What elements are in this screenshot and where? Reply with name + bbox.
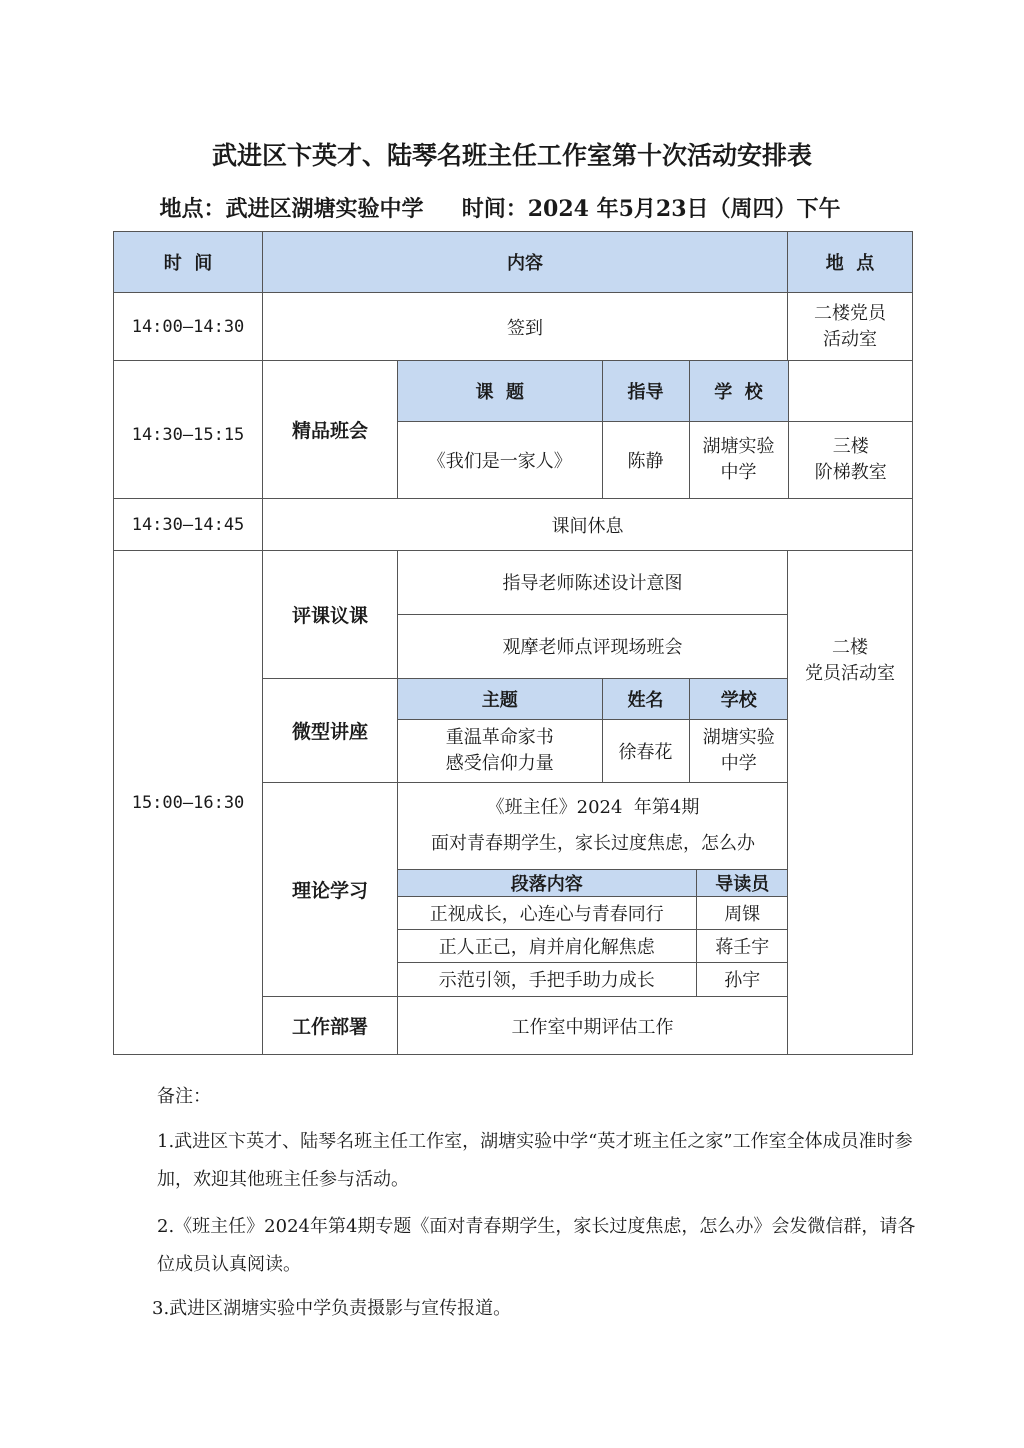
study-subtable xyxy=(398,783,788,996)
study-cell xyxy=(398,783,788,997)
row1-place-line2: 活动室 xyxy=(823,328,877,350)
study-topic: 面对青春期学生，家长过度焦虑，怎么办 xyxy=(431,832,755,854)
row2-place xyxy=(788,421,913,498)
lecture-h-school: 学校 xyxy=(689,679,788,719)
study-reader-1: 周锞 xyxy=(696,896,788,929)
study-label: 理论学习 xyxy=(263,783,398,997)
lecture-subtable xyxy=(398,679,788,782)
row1-place-line1: 二楼党员 xyxy=(814,302,886,324)
lecture-theme-line1: 重温革命家书 xyxy=(445,726,554,748)
row2-subtable xyxy=(398,361,913,498)
study-para-2: 正人正己，肩并肩化解焦虑 xyxy=(398,929,696,962)
notes-heading xyxy=(157,1078,917,1115)
row2-guide: 陈静 xyxy=(602,421,689,498)
lecture-name: 徐春花 xyxy=(602,719,689,782)
row2-school-line2: 中学 xyxy=(720,461,757,483)
lecture-school-line1: 湖塘实验 xyxy=(702,726,775,748)
review-item-2: 观摩老师点评现场班会 xyxy=(398,614,787,678)
row2-time: 14:30—15:15 xyxy=(114,361,263,499)
row1-content: 签到 xyxy=(263,293,788,361)
row2-empty xyxy=(788,361,913,421)
row2-h-topic: 课 题 xyxy=(398,361,602,421)
row3-time: 14:30—14:45 xyxy=(114,499,263,551)
row2-h-school: 学 校 xyxy=(689,361,788,421)
row1-place xyxy=(788,293,913,361)
row2-school-line1: 湖塘实验 xyxy=(702,435,775,457)
lecture-h-name: 姓名 xyxy=(602,679,689,719)
work-label: 工作部署 xyxy=(263,997,398,1055)
review-cell xyxy=(398,551,788,679)
header-content: 内容 xyxy=(263,232,788,293)
note-3: 3.武进区湖塘实验中学负责摄影与宣传报道。 xyxy=(152,1298,512,1319)
row2-place-line1: 三楼 xyxy=(832,435,869,457)
row4-place-line1: 二楼 xyxy=(832,637,868,658)
study-intro xyxy=(398,783,788,869)
row4-time: 15:00—16:30 xyxy=(114,551,263,1055)
lecture-theme-line2: 感受信仰力量 xyxy=(445,752,554,774)
note-1: 1.武进区卞英才、陆琴名班主任工作室，湖塘实验中学“英才班主任之家”工作室全体成员准时参加，欢迎其他班主任参与活动。 xyxy=(157,1131,913,1190)
study-para-1: 正视成长，心连心与青春同行 xyxy=(398,896,696,929)
review-subtable xyxy=(398,551,787,678)
page-subtitle: 地点：武进区湖塘实验中学 时间：2024 年5月23日（周四）下午 xyxy=(159,196,841,222)
note-2: 2.《班主任》2024年第4期专题《面对青春期学生，家长过度焦虑，怎么办》会发微信群，请各位成员认真阅读。 xyxy=(157,1216,916,1275)
row2-subtable-cell xyxy=(398,361,913,499)
row4-place xyxy=(788,551,913,1055)
row2-topic: 《我们是一家人》 xyxy=(398,421,602,498)
header-place: 地 点 xyxy=(788,232,913,293)
row2-h-guide: 指导 xyxy=(602,361,689,421)
row3-content: 课间休息 xyxy=(263,499,913,551)
study-h-para: 段落内容 xyxy=(398,869,696,896)
lecture-cell xyxy=(398,679,788,783)
review-item-1: 指导老师陈述设计意图 xyxy=(398,551,787,614)
notes-head: 备注： xyxy=(157,1086,211,1107)
lecture-theme xyxy=(398,719,602,782)
study-para-3: 示范引领，手把手助力成长 xyxy=(398,962,696,996)
study-h-reader: 导读员 xyxy=(696,869,788,896)
row2-place-line2: 阶梯教室 xyxy=(814,461,887,483)
lecture-label: 微型讲座 xyxy=(263,679,398,783)
study-magazine: 《班主任》2024 年第4期 xyxy=(486,796,700,818)
lecture-school xyxy=(689,719,788,782)
review-label: 评课议课 xyxy=(263,551,398,679)
study-reader-2: 蒋壬宇 xyxy=(696,929,788,962)
header-time: 时 间 xyxy=(114,232,263,293)
schedule-table xyxy=(113,231,913,1055)
row2-label: 精品班会 xyxy=(263,361,398,499)
row2-school xyxy=(689,421,788,498)
row1-time: 14:00—14:30 xyxy=(114,293,263,361)
page-title: 武进区卞英才、陆琴名班主任工作室第十次活动安排表 xyxy=(211,141,812,170)
work-content: 工作室中期评估工作 xyxy=(398,997,788,1055)
row4-place-line2: 党员活动室 xyxy=(805,663,895,684)
study-reader-3: 孙宇 xyxy=(696,962,788,996)
lecture-school-line2: 中学 xyxy=(720,752,757,774)
lecture-h-theme: 主题 xyxy=(398,679,602,719)
